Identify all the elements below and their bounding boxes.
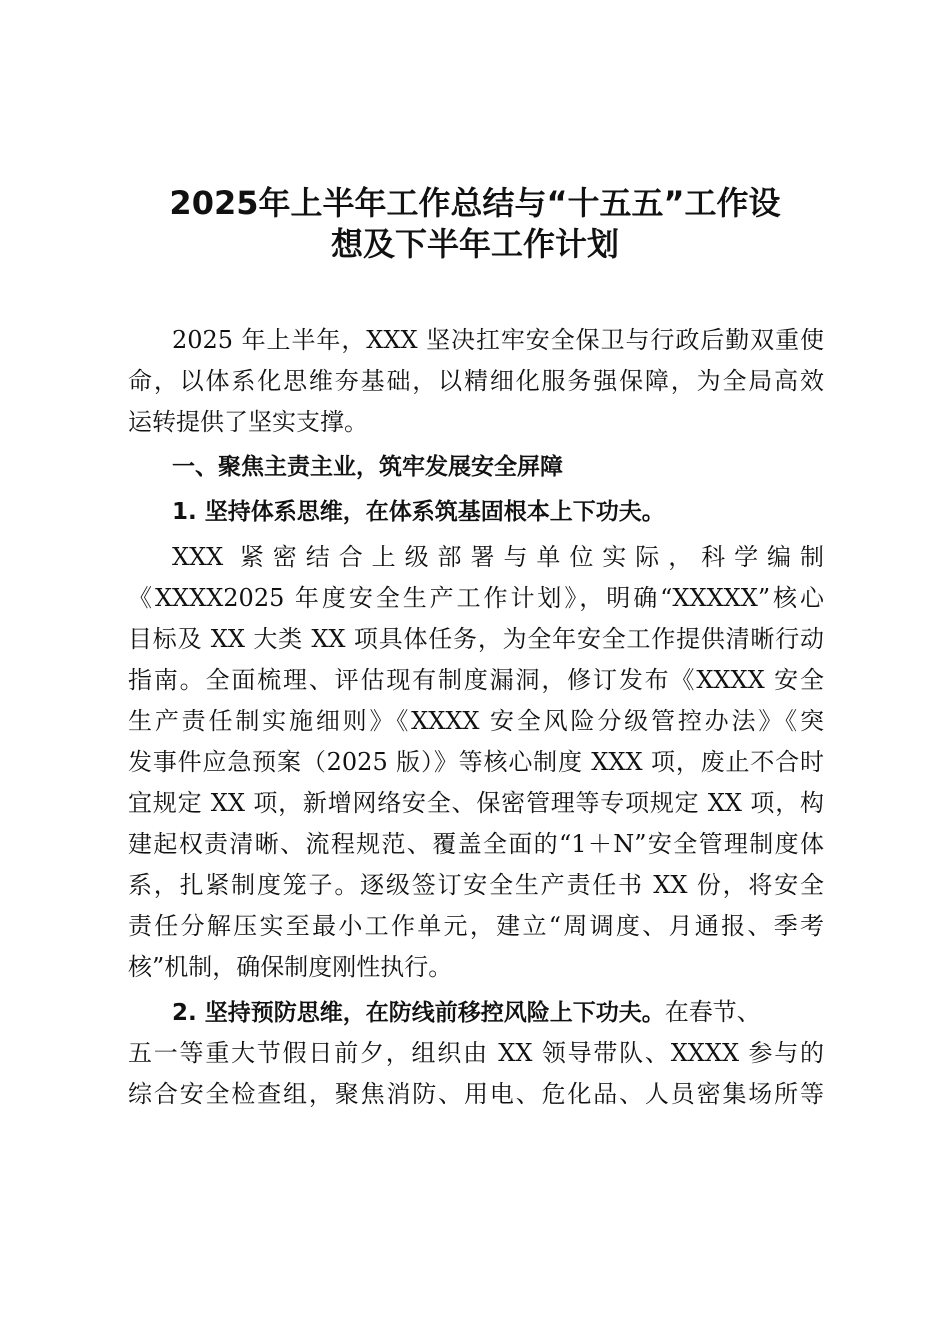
title-line-1: 2025年上半年工作总结与“十五五”工作设 bbox=[169, 184, 781, 222]
body-line: 五一等重大节假日前夕，组织由 XX 领导带队、XXXX 参与的 bbox=[128, 1039, 824, 1067]
intro-line: 2025 年上半年，XXX 坚决扛牢安全保卫与行政后勤双重使 bbox=[172, 326, 824, 354]
body-line: 核”机制，确保制度刚性执行。 bbox=[128, 953, 453, 981]
body-line: 目标及 XX 大类 XX 项具体任务，为全年安全工作提供清晰行动 bbox=[128, 625, 824, 653]
body-line: 宜规定 XX 项，新增网络安全、保密管理等专项规定 XX 项，构 bbox=[128, 789, 824, 817]
body-line: 指南。全面梳理、评估现有制度漏洞，修订发布《XXXX 安全 bbox=[128, 666, 824, 694]
document-body bbox=[128, 320, 824, 1115]
body-line: 系，扎紧制度笼子。逐级签订安全生产责任书 XX 份，将安全 bbox=[128, 871, 824, 899]
subsection-2-first-line bbox=[128, 992, 824, 1033]
body-line: 《XXXX2025 年度安全生产工作计划》，明确“XXXXX”核心 bbox=[128, 584, 824, 612]
body-line: 综合安全检查组，聚焦消防、用电、危化品、人员密集场所等 bbox=[128, 1080, 824, 1108]
subsection-heading-1: 1. 坚持体系思维，在体系筑基固根本上下功夫。 bbox=[172, 499, 665, 525]
subsection-2-paragraph bbox=[128, 992, 824, 1115]
body-line: XXX 紧密结合上级部署与单位实际，科学编制 bbox=[172, 543, 824, 571]
intro-line: 命，以体系化思维夯基础，以精细化服务强保障，为全局高效 bbox=[128, 367, 824, 395]
body-line: 建起权责清晰、流程规范、覆盖全面的“1＋N”安全管理制度体 bbox=[128, 830, 824, 858]
subsection-heading-2: 2. 坚持预防思维，在防线前移控风险上下功夫。 bbox=[172, 1000, 665, 1026]
title-line-2: 想及下半年工作计划 bbox=[330, 225, 619, 263]
body-line: 责任分解压实至最小工作单元，建立“周调度、月通报、季考 bbox=[128, 912, 824, 940]
body-line: 生产责任制实施细则》《XXXX 安全风险分级管控办法》《突 bbox=[128, 707, 824, 735]
section-heading-1: 一、聚焦主责主业，筑牢发展安全屏障 bbox=[172, 454, 563, 480]
intro-paragraph bbox=[128, 320, 824, 443]
intro-line: 运转提供了坚实支撑。 bbox=[128, 408, 368, 436]
body-line: 发事件应急预案（2025 版）》等核心制度 XXX 项，废止不合时 bbox=[128, 748, 824, 776]
document-title bbox=[110, 178, 840, 263]
subsection-1-paragraph bbox=[128, 537, 824, 988]
subsection-2-first-line-rest: 在春节、 bbox=[664, 998, 761, 1026]
